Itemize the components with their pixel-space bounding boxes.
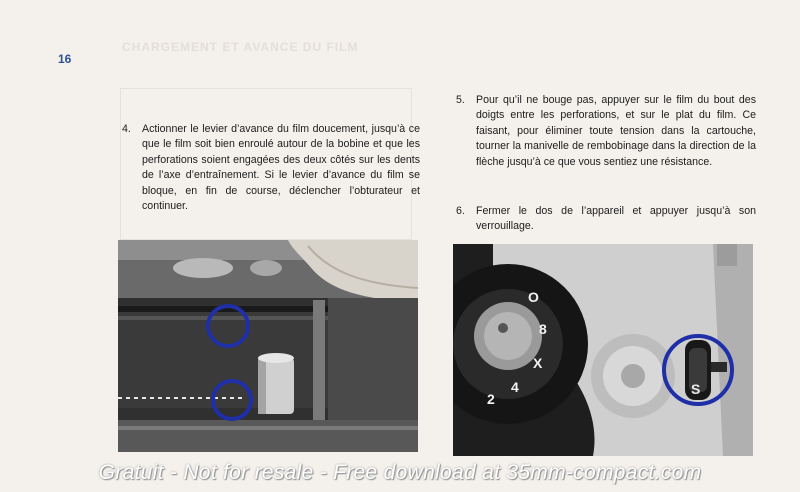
step-number: 4. xyxy=(122,123,131,135)
page-number: 16 xyxy=(58,52,72,66)
step-text: Pour qu’il ne bouge pas, appuyer sur le film du bout des doigts entre les perforations, et sur le plat du film. Ce faisant, pour éliminer toute tension dans la cartouche, tourner la manivelle de rembobinage dans la direction de la flèche jusqu’à ce que vous sentiez une résistance. xyxy=(476,94,756,168)
ghost-heading: CHARGEMENT ET AVANCE DU FILM xyxy=(122,40,359,54)
watermark-text: Gratuit - Not for resale - Free download at 35mm-compact.com xyxy=(98,461,702,484)
film-loading-photo xyxy=(118,240,418,452)
dial-mark: 8 xyxy=(539,321,547,337)
dial-mark: X xyxy=(533,355,543,371)
step-text: Fermer le dos de l’appareil et appuyer jusqu’à son verrouillage. xyxy=(476,205,756,233)
instruction-step-6 xyxy=(456,204,756,235)
dial-mark: O xyxy=(528,289,539,305)
step-text: Actionner le levier d’avance du film doucement, jusqu’à ce que le film soit bien enroulé autour de la bobine et que les perforations soient engagées des deux côtés sur les dents de l’axe d’entraînement. Si le levier d’avance du film se bloque, en fin de course, déclencher l’obturateur et continuer. xyxy=(142,123,420,213)
instruction-step-4 xyxy=(122,122,420,214)
dial-mark: 2 xyxy=(487,391,495,407)
dial-mark: S xyxy=(691,381,701,397)
step-number: 6. xyxy=(456,205,465,217)
instruction-step-5 xyxy=(456,93,756,170)
step-number: 5. xyxy=(456,94,465,106)
rewind-crank-photo xyxy=(453,244,753,456)
dial-mark: 4 xyxy=(511,379,519,395)
